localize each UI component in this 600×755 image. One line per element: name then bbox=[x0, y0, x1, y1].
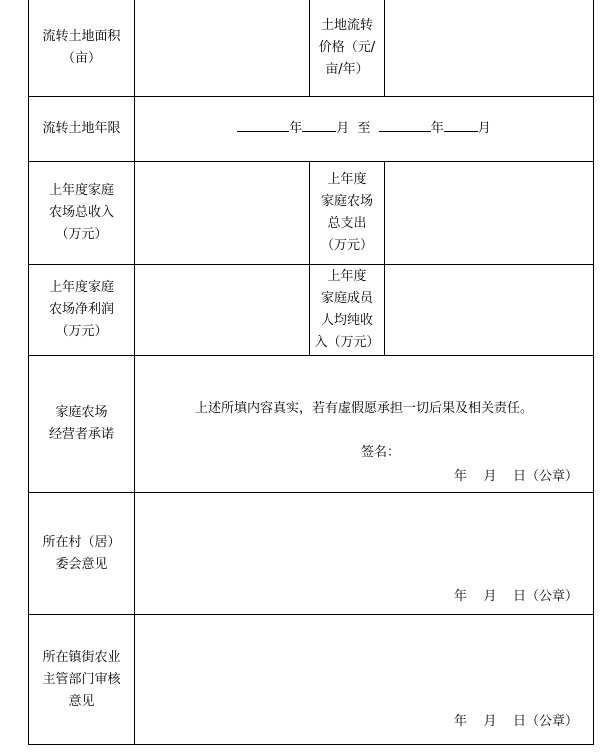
village-opinion-field[interactable] bbox=[135, 493, 594, 615]
expense-field[interactable] bbox=[385, 162, 594, 265]
expense-label: 上年度 家庭农场 总支出 （万元） bbox=[310, 162, 385, 265]
profit-row bbox=[29, 265, 594, 356]
start-month-blank[interactable] bbox=[302, 119, 336, 132]
town-row bbox=[29, 615, 594, 745]
income-field[interactable] bbox=[135, 162, 310, 265]
term-label: 流转土地年限 bbox=[29, 97, 135, 162]
end-year-blank[interactable] bbox=[379, 119, 431, 132]
income-label: 上年度家庭 农场总收入 （万元） bbox=[29, 162, 135, 265]
pledge-date: 年 月 日（公章） bbox=[453, 469, 578, 484]
land-area-row bbox=[29, 0, 594, 97]
pledge-statement: 上述所填内容真实，若有虚假愿承担一切后果及相关责任。 bbox=[194, 401, 533, 416]
profit-label: 上年度家庭 农场净利润 （万元） bbox=[29, 265, 135, 356]
land-price-field[interactable] bbox=[385, 0, 594, 97]
land-area-field[interactable] bbox=[135, 0, 310, 97]
per-capita-field[interactable] bbox=[385, 265, 594, 356]
pledge-row bbox=[29, 356, 594, 493]
income-row bbox=[29, 162, 594, 265]
town-opinion-field[interactable] bbox=[135, 615, 594, 745]
village-opinion-label: 所在村（居） 委会意见 bbox=[29, 493, 135, 615]
term-row bbox=[29, 97, 594, 162]
term-period-field[interactable]: 年 月 至 年 月 bbox=[135, 97, 594, 162]
pledge-content bbox=[135, 356, 594, 493]
farm-application-form bbox=[28, 0, 594, 745]
profit-field[interactable] bbox=[135, 265, 310, 356]
village-date: 年 月 日（公章） bbox=[453, 589, 578, 604]
per-capita-label: 上年度 家庭成员 人均纯收 入（万元） bbox=[310, 265, 385, 356]
signature-field[interactable]: 签名： bbox=[361, 445, 401, 460]
start-year-blank[interactable] bbox=[237, 119, 289, 132]
town-date: 年 月 日（公章） bbox=[453, 714, 578, 729]
land-price-label: 土地流转 价格（元/ 亩/年） bbox=[310, 0, 385, 97]
pledge-label: 家庭农场 经营者承诺 bbox=[29, 356, 135, 493]
end-month-blank[interactable] bbox=[444, 119, 478, 132]
land-area-label: 流转土地面积 （亩） bbox=[29, 0, 135, 97]
village-row bbox=[29, 493, 594, 615]
town-opinion-label: 所在镇街农业 主管部门审核 意见 bbox=[29, 615, 135, 745]
